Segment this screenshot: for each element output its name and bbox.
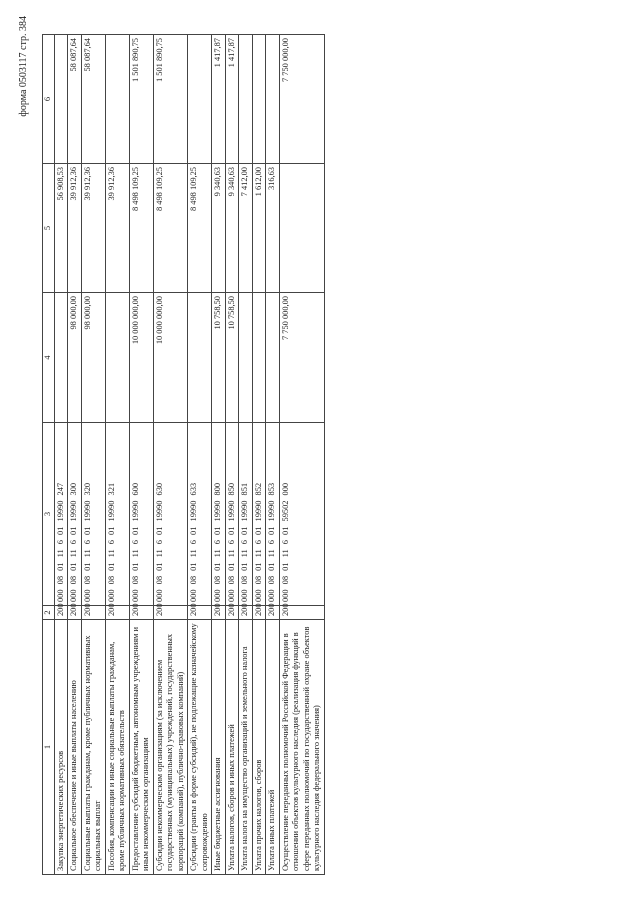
row-line-code-cell: 200 — [225, 606, 239, 620]
row-executed-amount-cell — [279, 164, 324, 293]
table-row — [266, 35, 280, 875]
row-line-code-cell: 200 — [105, 606, 129, 620]
row-line-code-cell: 200 — [129, 606, 153, 620]
row-name-cell: Уплата налога на имущество организаций и земельного налога — [239, 620, 253, 875]
row-name-cell: Пособия, компенсации и иные социальные выплаты гражданам, кроме публичных нормативных обязательств — [105, 620, 129, 875]
row-classification-code-cell: 000 08 01 11 6 01 19990 853 — [266, 423, 280, 606]
row-classification-code-cell: 000 08 01 11 6 01 19990 630 — [153, 423, 188, 606]
row-line-code-cell: 200 — [81, 606, 105, 620]
column-number-4: 4 — [43, 293, 55, 423]
row-classification-code-cell: 000 08 01 11 6 01 19990 851 — [239, 423, 253, 606]
row-unexecuted-amount-cell: 1 501 890,75 — [153, 35, 188, 164]
row-name-cell: Субсидии (гранты в форме субсидий), не подлежащие казначейскому сопровождению — [188, 620, 212, 875]
row-unexecuted-amount-cell: 58 087,64 — [68, 35, 82, 164]
table-row — [129, 35, 153, 875]
row-classification-code-cell: 000 08 01 11 6 01 19990 800 — [212, 423, 226, 606]
row-unexecuted-amount-cell — [252, 35, 266, 164]
row-line-code-cell: 200 — [212, 606, 226, 620]
row-unexecuted-amount-cell — [239, 35, 253, 164]
row-name-cell: Осуществление переданных полномочий Российской Федерации в отношении объектов культурного наследия (реализация функций в сфере переданных полномочий по государственной охране объектов культурного наследия федерального значения) — [279, 620, 324, 875]
row-name-cell: Иные бюджетные ассигнования — [212, 620, 226, 875]
table-row — [252, 35, 266, 875]
table-body — [54, 35, 324, 875]
row-unexecuted-amount-cell: 1 417,87 — [212, 35, 226, 164]
row-classification-code-cell: 000 08 01 11 6 01 19990 320 — [81, 423, 105, 606]
row-approved-amount-cell — [266, 293, 280, 423]
table-row — [239, 35, 253, 875]
row-line-code-cell: 200 — [68, 606, 82, 620]
form-reference: форма 0503117 стр. 384 — [18, 16, 29, 117]
row-unexecuted-amount-cell: 1 501 890,75 — [129, 35, 153, 164]
row-line-code-cell: 200 — [239, 606, 253, 620]
row-classification-code-cell: 000 08 01 11 6 01 19990 247 — [54, 423, 68, 606]
column-number-6: 6 — [43, 35, 55, 164]
row-unexecuted-amount-cell — [266, 35, 280, 164]
row-approved-amount-cell — [239, 293, 253, 423]
column-number-2: 2 — [43, 606, 55, 620]
row-line-code-cell: 200 — [188, 606, 212, 620]
row-executed-amount-cell: 8 498 109,25 — [153, 164, 188, 293]
column-number-3: 3 — [43, 423, 55, 606]
row-executed-amount-cell: 7 412,00 — [239, 164, 253, 293]
column-number-1: 1 — [43, 620, 55, 875]
row-unexecuted-amount-cell: 58 087,64 — [81, 35, 105, 164]
column-number-row — [43, 35, 55, 875]
row-approved-amount-cell — [188, 293, 212, 423]
row-approved-amount-cell: 98 000,00 — [81, 293, 105, 423]
table-row — [54, 35, 68, 875]
table-row — [279, 35, 324, 875]
row-executed-amount-cell: 1 612,00 — [252, 164, 266, 293]
row-executed-amount-cell: 39 912,36 — [81, 164, 105, 293]
row-executed-amount-cell: 8 498 109,25 — [129, 164, 153, 293]
row-classification-code-cell: 000 08 01 11 6 01 19990 852 — [252, 423, 266, 606]
row-name-cell: Уплата иных платежей — [266, 620, 280, 875]
row-executed-amount-cell: 9 340,63 — [212, 164, 226, 293]
row-classification-code-cell: 000 08 01 11 6 01 19990 633 — [188, 423, 212, 606]
row-name-cell: Уплата налогов, сборов и иных платежей — [225, 620, 239, 875]
row-unexecuted-amount-cell — [105, 35, 129, 164]
table-row — [105, 35, 129, 875]
row-name-cell: Социальные выплаты гражданам, кроме публичных нормативных социальных выплат — [81, 620, 105, 875]
table-row — [153, 35, 188, 875]
row-executed-amount-cell: 8 498 109,25 — [188, 164, 212, 293]
row-classification-code-cell: 000 08 01 11 6 01 19990 300 — [68, 423, 82, 606]
table-row — [81, 35, 105, 875]
table-row — [68, 35, 82, 875]
row-classification-code-cell: 000 08 01 11 6 01 19990 600 — [129, 423, 153, 606]
row-line-code-cell: 200 — [153, 606, 188, 620]
row-line-code-cell: 200 — [54, 606, 68, 620]
row-name-cell: Предоставление субсидий бюджетным, автономным учреждениям и иным некоммерческим организациям — [129, 620, 153, 875]
row-approved-amount-cell: 10 758,50 — [225, 293, 239, 423]
row-unexecuted-amount-cell — [188, 35, 212, 164]
row-classification-code-cell: 000 08 01 11 6 01 59502 000 — [279, 423, 324, 606]
row-executed-amount-cell: 56 908,53 — [54, 164, 68, 293]
row-approved-amount-cell — [105, 293, 129, 423]
row-classification-code-cell: 000 08 01 11 6 01 19990 850 — [225, 423, 239, 606]
table-row — [188, 35, 212, 875]
row-executed-amount-cell: 9 340,63 — [225, 164, 239, 293]
table-row — [212, 35, 226, 875]
row-approved-amount-cell: 10 000 000,00 — [153, 293, 188, 423]
row-approved-amount-cell: 7 750 000,00 — [279, 293, 324, 423]
table-row — [225, 35, 239, 875]
row-executed-amount-cell: 39 912,36 — [105, 164, 129, 293]
row-line-code-cell: 200 — [252, 606, 266, 620]
row-unexecuted-amount-cell — [54, 35, 68, 164]
row-line-code-cell: 200 — [279, 606, 324, 620]
row-name-cell: Закупка энергетических ресурсов — [54, 620, 68, 875]
row-approved-amount-cell — [252, 293, 266, 423]
row-name-cell: Субсидии некоммерческим организациям (за исключением государственных (муниципальных) учреждений, государственных корпораций (компаний), публично-правовых компаний) — [153, 620, 188, 875]
row-executed-amount-cell: 316,63 — [266, 164, 280, 293]
budget-execution-table — [42, 34, 325, 875]
row-executed-amount-cell: 39 912,36 — [68, 164, 82, 293]
row-name-cell: Социальное обеспечение и иные выплаты населению — [68, 620, 82, 875]
row-unexecuted-amount-cell: 7 750 000,00 — [279, 35, 324, 164]
row-name-cell: Уплата прочих налогов, сборов — [252, 620, 266, 875]
row-approved-amount-cell: 10 758,50 — [212, 293, 226, 423]
row-classification-code-cell: 000 08 01 11 6 01 19990 321 — [105, 423, 129, 606]
row-approved-amount-cell — [54, 293, 68, 423]
row-approved-amount-cell: 98 000,00 — [68, 293, 82, 423]
row-line-code-cell: 200 — [266, 606, 280, 620]
row-approved-amount-cell: 10 000 000,00 — [129, 293, 153, 423]
row-unexecuted-amount-cell: 1 417,87 — [225, 35, 239, 164]
column-number-5: 5 — [43, 164, 55, 293]
